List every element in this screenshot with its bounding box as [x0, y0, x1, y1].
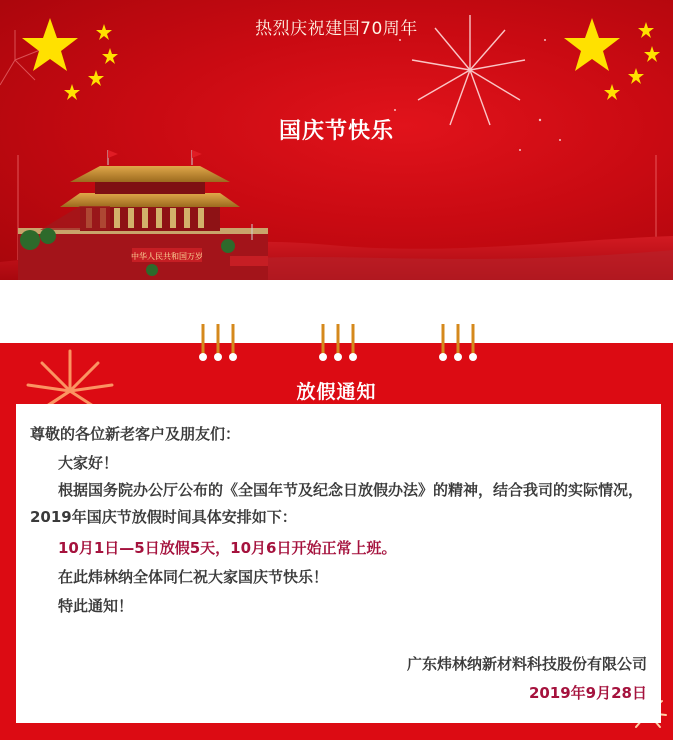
notice-schedule: 10月1日—5日放假5天，10月6日开始正常上班。 — [58, 539, 397, 557]
tiananmen-gate-icon — [18, 150, 268, 280]
notice-company: 广东炜林纳新材料科技股份有限公司 — [406, 655, 647, 673]
banner-title: 国庆节快乐 — [278, 119, 394, 144]
holiday-banner — [0, 0, 673, 280]
notice-panel — [16, 404, 661, 723]
svg-text:中华人民共和国万岁: 中华人民共和国万岁 — [131, 252, 203, 261]
binder-rings-icon — [0, 320, 673, 362]
notice-date: 2019年9月28日 — [528, 684, 647, 702]
notice-title: 放假通知 — [296, 381, 377, 403]
banner-subtitle: 热烈庆祝建国70周年 — [255, 19, 418, 39]
notice-greeting: 尊敬的各位新老客户及朋友们： — [30, 425, 241, 443]
notice-closing: 特此通知！ — [58, 597, 134, 615]
notice-wishes: 在此炜林纳全体同仁祝大家国庆节快乐！ — [58, 568, 329, 586]
notice-body: 根据国务院办公厅公布的《全国年节及纪念日放假办法》的精神，结合我司的实际情况，2019年国庆节放假时间具体安排如下： — [30, 481, 644, 526]
notice-hello: 大家好！ — [58, 454, 119, 472]
